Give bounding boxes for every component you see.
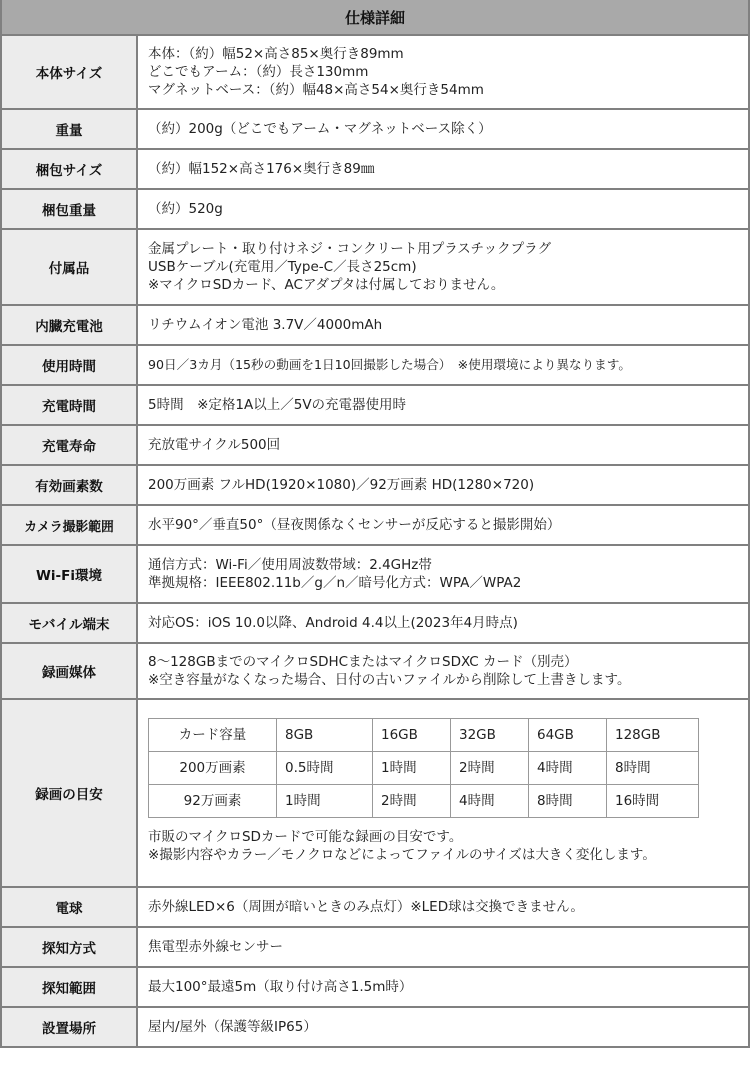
recording-note: ※撮影内容やカラー／モノクロなどによってファイルのサイズは大きく変化します。 (148, 847, 656, 863)
spec-label: 使用時間 (1, 345, 137, 385)
spec-line: （約）520g (148, 201, 223, 217)
spec-line: 90日／3カ月（15秒の動画を1日10回撮影した場合） ※使用環境により異なります。 (148, 357, 631, 372)
recording-row (149, 785, 699, 818)
spec-label: 電球 (1, 887, 137, 927)
recording-notes (148, 828, 738, 878)
recording-cell: 0.5時間 (277, 752, 373, 785)
spec-value (137, 643, 749, 699)
recording-cell: 4時間 (451, 785, 529, 818)
spec-label: 梱包サイズ (1, 149, 137, 189)
spec-row-detection-range (1, 967, 749, 1007)
spec-line: リチウムイオン電池 3.7V／4000mAh (148, 317, 383, 333)
spec-value (137, 545, 749, 603)
spec-row-usage-time (1, 345, 749, 385)
spec-label: 有効画素数 (1, 465, 137, 505)
spec-line: （約）幅152×高さ176×奥行き89㎜ (148, 161, 375, 177)
recording-row (149, 719, 699, 752)
spec-row-camera-range (1, 505, 749, 545)
spec-value (137, 425, 749, 465)
spec-line: 本体：（約）幅52×高さ85×奥行き89mm (148, 46, 404, 62)
recording-cell: 128GB (607, 719, 699, 752)
spec-line: ※マイクロSDカード、ACアダプタは付属しておりません。 (148, 277, 505, 293)
spec-row-pixels (1, 465, 749, 505)
spec-row-accessories (1, 229, 749, 305)
spec-value (137, 1007, 749, 1047)
spec-line: ※空き容量がなくなった場合、日付の古いファイルから削除して上書きします。 (148, 672, 631, 688)
spec-line: 赤外線LED×6（周囲が暗いときのみ点灯）※LED球は交換できません。 (148, 899, 584, 915)
recording-row (149, 752, 699, 785)
spec-label: モバイル端末 (1, 603, 137, 643)
spec-row-bulb (1, 887, 749, 927)
spec-row-package-weight (1, 189, 749, 229)
spec-label: 重量 (1, 109, 137, 149)
spec-row-weight (1, 109, 749, 149)
spec-value (137, 465, 749, 505)
spec-value (137, 887, 749, 927)
spec-row-location (1, 1007, 749, 1047)
recording-cell: 1時間 (373, 752, 451, 785)
spec-line: 準拠規格：IEEE802.11b／g／n／暗号化方式：WPA／WPA2 (148, 575, 522, 591)
recording-cell: 8GB (277, 719, 373, 752)
spec-line: 焦電型赤外線センサー (148, 939, 283, 955)
spec-line: 8～128GBまでのマイクロSDHCまたはマイクロSDXC カード（別売） (148, 654, 578, 670)
spec-row-recording (1, 699, 749, 887)
spec-line: 屋内/屋外（保護等級IP65） (148, 1019, 317, 1035)
spec-label: 探知範囲 (1, 967, 137, 1007)
spec-row-charge-life (1, 425, 749, 465)
spec-line: （約）200g（どこでもアーム・マグネットベース除く） (148, 121, 492, 137)
spec-value (137, 229, 749, 305)
spec-row-charge-time (1, 385, 749, 425)
recording-cell: 8時間 (607, 752, 699, 785)
spec-line: マグネットベース：（約）幅48×高さ54×奥行き54mm (148, 82, 484, 98)
recording-cell: 92万画素 (149, 785, 277, 818)
spec-label: 本体サイズ (1, 35, 137, 109)
spec-value (137, 385, 749, 425)
spec-row-body-size (1, 35, 749, 109)
spec-label: Wi-Fi環境 (1, 545, 137, 603)
spec-label: 付属品 (1, 229, 137, 305)
spec-line: 通信方式：Wi-Fi／使用周波数帯域：2.4GHz帯 (148, 557, 432, 573)
spec-label: 梱包重量 (1, 189, 137, 229)
spec-row-wifi (1, 545, 749, 603)
spec-row-mobile (1, 603, 749, 643)
spec-value (137, 149, 749, 189)
spec-label: 設置場所 (1, 1007, 137, 1047)
spec-line: 金属プレート・取り付けネジ・コンクリート用プラスチックプラグ (148, 241, 552, 257)
recording-cell: 2時間 (451, 752, 529, 785)
recording-cell: 200万画素 (149, 752, 277, 785)
recording-cell: 16GB (373, 719, 451, 752)
spec-label: 充電寿命 (1, 425, 137, 465)
recording-cell: 8時間 (529, 785, 607, 818)
recording-cell: 4時間 (529, 752, 607, 785)
spec-table (0, 34, 750, 1048)
spec-line: 200万画素 フルHD(1920×1080)／92万画素 HD(1280×720) (148, 477, 535, 493)
spec-label: 探知方式 (1, 927, 137, 967)
spec-value (137, 35, 749, 109)
recording-cell: 1時間 (277, 785, 373, 818)
spec-label: 内臓充電池 (1, 305, 137, 345)
spec-row-detection-method (1, 927, 749, 967)
recording-cell: 32GB (451, 719, 529, 752)
spec-line: どこでもアーム：（約）長さ130mm (148, 64, 369, 80)
spec-line: 5時間 ※定格1A以上／5Vの充電器使用時 (148, 397, 407, 413)
spec-title: 仕様詳細 (0, 0, 750, 34)
spec-value (137, 603, 749, 643)
spec-line: 最大100°最遠5m（取り付け高さ1.5m時） (148, 979, 413, 995)
spec-value (137, 699, 749, 887)
spec-value (137, 927, 749, 967)
spec-value (137, 189, 749, 229)
spec-value (137, 345, 749, 385)
recording-cell: 2時間 (373, 785, 451, 818)
spec-label: 充電時間 (1, 385, 137, 425)
spec-value (137, 505, 749, 545)
spec-line: 水平90°／垂直50°（昼夜関係なくセンサーが反応すると撮影開始） (148, 517, 561, 533)
spec-row-media (1, 643, 749, 699)
recording-note: 市販のマイクロSDカードで可能な録画の目安です。 (148, 829, 463, 845)
spec-label: カメラ撮影範囲 (1, 505, 137, 545)
spec-label: 録画の目安 (1, 699, 137, 887)
recording-cell: 64GB (529, 719, 607, 752)
spec-value (137, 305, 749, 345)
spec-line: USBケーブル(充電用／Type-C／長さ25cm) (148, 259, 417, 275)
spec-label: 録画媒体 (1, 643, 137, 699)
spec-line: 対応OS：iOS 10.0以降、Android 4.4以上(2023年4月時点) (148, 615, 518, 631)
spec-value (137, 967, 749, 1007)
recording-cell: カード容量 (149, 719, 277, 752)
spec-row-battery (1, 305, 749, 345)
recording-table (148, 718, 699, 818)
spec-row-package-size (1, 149, 749, 189)
spec-line: 充放電サイクル500回 (148, 437, 281, 453)
spec-value (137, 109, 749, 149)
recording-cell: 16時間 (607, 785, 699, 818)
